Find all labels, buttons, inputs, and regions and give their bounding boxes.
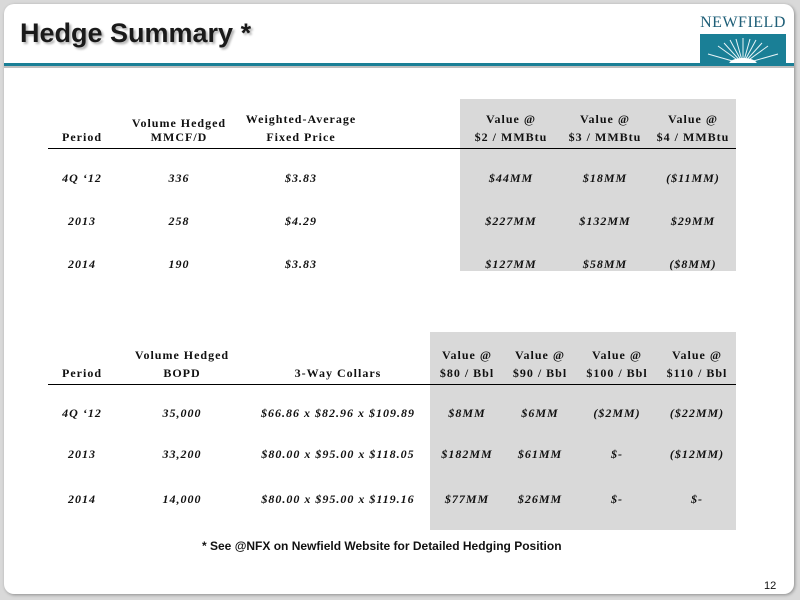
gas-header-value4-line2: $4 / MMBtu — [656, 130, 730, 144]
oil-cell-value90: $6MM — [521, 406, 559, 420]
gas-cell-value4: ($8MM) — [669, 257, 717, 271]
oil-header-value80-line2: $80 / Bbl — [439, 366, 495, 380]
oil-cell-value80: $8MM — [448, 406, 486, 420]
oil-header-value90-line2: $90 / Bbl — [512, 366, 568, 380]
gas-header-value3-line1: Value @ — [579, 112, 631, 126]
oil-header-volume-line2: BOPD — [163, 366, 201, 380]
gas-cell-value4: ($11MM) — [666, 171, 720, 185]
gas-cell-price: $3.83 — [285, 257, 317, 271]
oil-cell-volume: 35,000 — [162, 406, 202, 420]
header-rule-shadow — [4, 66, 794, 68]
gas-header-price-line2: Fixed Price — [266, 130, 336, 144]
gas-cell-value2: $44MM — [488, 171, 534, 185]
oil-cell-value90: $61MM — [517, 447, 563, 461]
gas-header-divider — [48, 148, 736, 149]
oil-cell-collars: $66.86 x $82.96 x $109.89 — [261, 406, 415, 420]
gas-cell-volume: 258 — [168, 214, 190, 228]
oil-header-period: Period — [62, 366, 102, 380]
slide — [4, 4, 794, 594]
gas-cell-value2: $227MM — [485, 214, 537, 228]
gas-header-price-line1: Weighted-Average — [245, 112, 357, 126]
gas-cell-volume: 190 — [168, 257, 190, 271]
oil-header-volume-line1: Volume Hedged — [134, 348, 230, 362]
oil-cell-value80: $77MM — [444, 492, 490, 506]
oil-cell-value110: $- — [691, 492, 703, 506]
gas-cell-value3: $132MM — [579, 214, 631, 228]
oil-header-collars: 3-Way Collars — [294, 366, 382, 380]
oil-cell-value90: $26MM — [517, 492, 563, 506]
gas-header-value2-line2: $2 / MMBtu — [474, 130, 548, 144]
oil-cell-collars: $80.00 x $95.00 x $119.16 — [261, 492, 415, 506]
oil-header-value90-line1: Value @ — [514, 348, 566, 362]
gas-header-period: Period — [62, 130, 102, 144]
gas-cell-period: 4Q ‘12 — [62, 171, 102, 185]
oil-cell-value110: ($12MM) — [669, 447, 725, 461]
oil-cell-period: 2013 — [68, 447, 96, 461]
oil-cell-value100: $- — [611, 492, 623, 506]
gas-header-value3-line2: $3 / MMBtu — [568, 130, 642, 144]
gas-header-value4-line1: Value @ — [667, 112, 719, 126]
gas-cell-price: $3.83 — [285, 171, 317, 185]
gas-cell-period: 2013 — [68, 214, 96, 228]
gas-header-value2-line1: Value @ — [485, 112, 537, 126]
gas-cell-value2: $127MM — [485, 257, 537, 271]
oil-cell-volume: 33,200 — [162, 447, 202, 461]
oil-cell-value80: $182MM — [441, 447, 493, 461]
oil-header-value100-line2: $100 / Bbl — [586, 366, 648, 380]
gas-header-volume-line2: MMCF/D — [150, 130, 208, 144]
gas-cell-price: $4.29 — [285, 214, 317, 228]
newfield-logo — [698, 14, 788, 58]
oil-cell-value110: ($22MM) — [669, 406, 725, 420]
gas-cell-volume: 336 — [168, 171, 190, 185]
gas-header-volume-line1: Volume Hedged — [131, 116, 227, 130]
logo-text: NEWFIELD — [700, 14, 786, 31]
page-number: 12 — [764, 580, 777, 592]
gas-cell-value4: $29MM — [670, 214, 716, 228]
oil-header-divider — [48, 384, 736, 385]
oil-cell-period: 4Q ‘12 — [62, 406, 102, 420]
oil-cell-value100: ($2MM) — [593, 406, 641, 420]
gas-cell-value3: $18MM — [582, 171, 628, 185]
oil-cell-period: 2014 — [68, 492, 96, 506]
oil-header-value110-line1: Value @ — [671, 348, 723, 362]
oil-cell-volume: 14,000 — [162, 492, 202, 506]
gas-cell-value3: $58MM — [582, 257, 628, 271]
oil-header-value110-line2: $110 / Bbl — [666, 366, 728, 380]
oil-header-value100-line1: Value @ — [591, 348, 643, 362]
gas-cell-period: 2014 — [68, 257, 96, 271]
page-title: Hedge Summary * — [20, 18, 252, 48]
oil-header-value80-line1: Value @ — [441, 348, 493, 362]
footnote: * See @NFX on Newfield Website for Detailed Hedging Position — [202, 539, 562, 553]
oil-cell-value100: $- — [611, 447, 623, 461]
logo-sunburst-icon — [700, 34, 786, 64]
oil-cell-collars: $80.00 x $95.00 x $118.05 — [261, 447, 415, 461]
